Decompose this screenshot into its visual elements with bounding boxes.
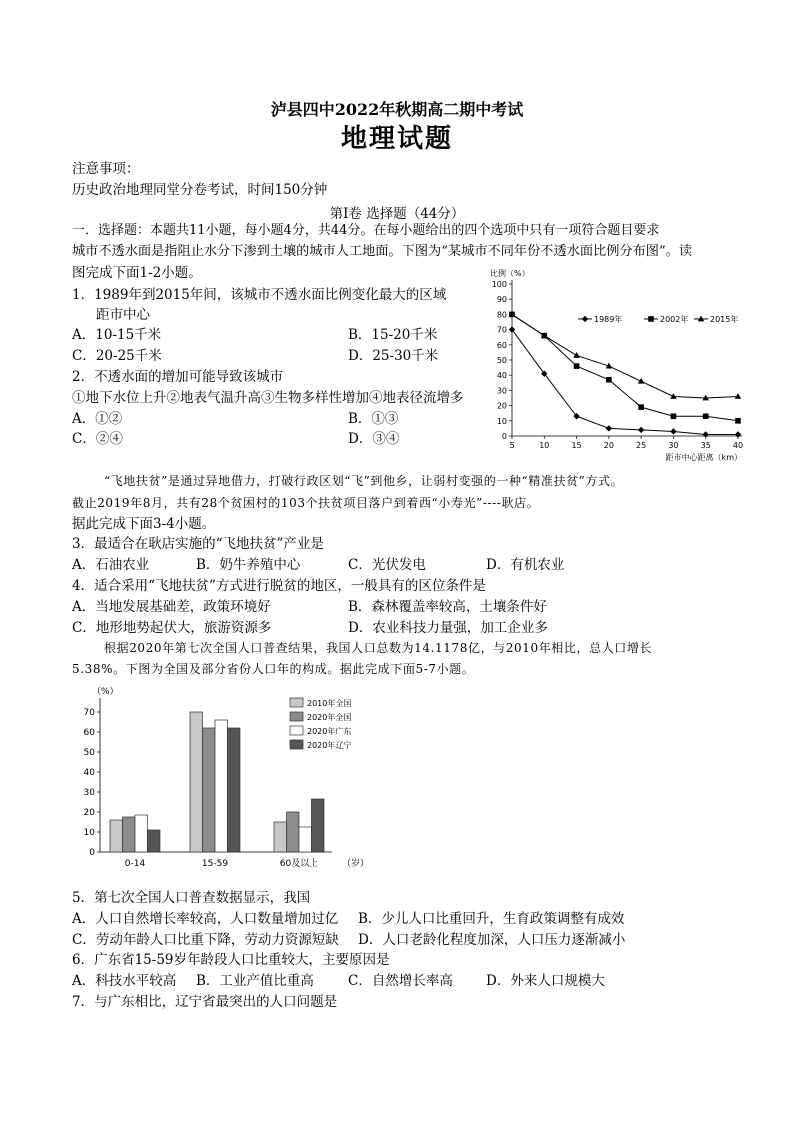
passage2-line1: “飞地扶贫”是通过异地借力，打破行政区划“飞”到他乡，让弱村变强的一种“精准扶贫”方式。 [104,474,624,488]
line-chart-xtick-label: 15 [571,441,582,450]
q3-option-c[interactable]: C．光伏发电 [348,557,426,573]
line-point [703,431,709,437]
legend-label: 1989年 [594,314,623,324]
bar-legend-swatch [290,698,303,707]
bar-chart-ytick-label: 60 [83,728,95,738]
line-series-2015年 [509,311,741,400]
q5-option-a[interactable]: A．人口自然增长率较高，人口数量增加过亿 [72,911,339,927]
q1-option-d[interactable]: D．25-30千米 [348,348,439,364]
section-heading: 第Ⅰ卷 选择题（44分） [329,206,465,222]
bar-15-59-2010年全国 [190,712,203,852]
line-point [735,418,741,424]
passage2-line3: 据此完成下面3-4小题。 [72,516,216,532]
notice-text: 历史政治地理同堂分卷考试，时间150分钟 [72,182,328,198]
line-chart-ytick-label: 20 [496,401,507,411]
line-series-2002年 [509,312,741,424]
q4-stem: 4．适合采用“飞地扶贫”方式进行脱贫的地区，一般具有的区位条件是 [72,578,486,594]
line-chart-ytick-label: 0 [501,432,507,441]
line-chart-ytick-label: 60 [496,340,507,350]
line-chart-xtick-label: 40 [732,441,744,450]
section-intro: 一．选择题：本题共11小题，每小题4分，共44分。在每小题给出的四个选项中只有一项符合题目要求 [72,223,660,238]
q2-option-a[interactable]: A．①② [72,411,123,427]
bar-legend-label: 2020年辽宁 [307,741,352,750]
bar-chart-ytick-label: 70 [83,708,95,718]
bar-60及以上-2020年全国 [287,812,300,852]
line-chart-xtick-label: 30 [668,441,679,450]
bar-chart-ytick-label: 20 [83,808,95,818]
q5-option-b[interactable]: B．少儿人口比重回升，生育政策调整有成效 [358,911,625,927]
bar-0-14-2010年全国 [110,820,123,852]
line-point [638,378,644,384]
bar-chart-ytick-label: 0 [89,848,95,858]
passage3-line1: 根据2020年第七次全国人口普查结果，我国人口总数为14.1178亿，与2010年相比，总人口增长 [104,641,653,655]
q5-option-d[interactable]: D．人口老龄化程度加深，人口压力逐渐减小 [358,932,626,948]
bar-chart-ytick-label: 30 [83,788,95,798]
line-chart-ytick-label: 100 [491,280,507,289]
line-point [735,431,741,437]
q6-stem: 6．广东省15-59岁年龄段人口比重较大，主要原因是 [72,952,390,968]
q3-option-a[interactable]: A．石油农业 [72,557,150,573]
legend-marker [648,316,654,322]
q1-option-a[interactable]: A．10-15千米 [72,327,162,343]
line-point [574,363,580,369]
bar-legend-label: 2020年广东 [307,727,352,736]
q2-option-b[interactable]: B．①③ [348,411,399,427]
q2-option-c[interactable]: C．②④ [72,431,123,447]
population-age-bar-chart [72,682,372,878]
bar-chart-ytick-label: 10 [83,828,95,838]
bar-legend-swatch [290,712,303,721]
bar-60及以上-2020年辽宁 [312,799,325,852]
line-point [606,377,612,383]
q3-option-d[interactable]: D．有机农业 [486,557,565,573]
passage1-line1: 城市不透水面是指阻止水分下渗到土壤的城市人工地面。下图为“某城市不同年份不透水面比例分布图”。读 [72,244,693,259]
bar-15-59-2020年全国 [203,728,216,852]
line-chart-xtick-label: 10 [539,441,550,450]
line-chart-xlabel: 距市中心距离（km） [665,453,742,462]
legend-marker [698,316,704,322]
exam-title: 泸县四中2022年秋期高二期中考试 [270,100,524,119]
line-chart-xtick-label: 5 [509,441,515,450]
q4-option-b[interactable]: B．森林覆盖率较高，土壤条件好 [348,599,547,615]
line-series-path [512,314,738,420]
notice-label: 注意事项： [72,161,140,177]
passage2-line2: 截止2019年8月，共有28个贫困村的103个扶贫项目落户到着西“小寿光”----耿店。 [72,496,540,510]
q4-option-d[interactable]: D．农业科技力量强，加工企业多 [348,620,548,636]
q1-option-b[interactable]: B．15-20千米 [348,327,438,343]
line-chart-ytick-label: 90 [496,295,507,305]
bar-category-label: 60及以上 [279,859,319,869]
q4-option-a[interactable]: A．当地发展基础差，政策环境好 [72,599,271,615]
q7-stem: 7．与广东相比，辽宁省最突出的人口问题是 [72,994,338,1010]
q1-option-c[interactable]: C．20-25千米 [72,348,162,364]
bar-legend-swatch [290,726,303,735]
bar-chart-ytick-label: 50 [83,748,95,758]
line-point [735,393,741,399]
line-chart-xtick-label: 35 [700,441,711,450]
q6-option-b[interactable]: B．工业产值比重高 [196,973,314,989]
q6-option-c[interactable]: C．自然增长率高 [348,973,453,989]
passage1-line2: 图完成下面1-2小题。 [72,265,202,281]
line-chart-ytick-label: 30 [496,386,507,396]
bar-0-14-2020年广东 [135,815,148,852]
q3-option-b[interactable]: B．奶牛养殖中心 [196,557,301,573]
bar-0-14-2020年全国 [123,817,136,852]
line-series-1989年 [509,326,741,437]
line-point [638,427,644,433]
legend-label: 2015年 [710,314,739,324]
bar-chart-xlabel: （岁） [342,859,370,869]
q2-items: ①地下水位上升②地表气温升高③生物多样性增加④地表径流增多 [72,390,464,406]
legend-label: 2002年 [660,314,689,324]
line-chart-ytick-label: 40 [496,371,507,381]
line-chart-xtick-label: 20 [603,441,614,450]
line-chart-ytick-label: 80 [496,310,507,320]
line-chart-ytick-label: 70 [496,325,507,335]
line-point [703,413,709,419]
line-point [670,393,676,399]
bar-legend-swatch [290,740,303,749]
q6-option-a[interactable]: A．科技水平较高 [72,973,177,989]
q1-stem-cont: 距市中心 [96,307,150,323]
line-chart-xtick-label: 25 [636,441,647,450]
bar-0-14-2020年辽宁 [148,830,161,852]
bar-category-label: 0-14 [124,859,146,869]
bar-chart-ylabel: （%） [92,687,119,697]
bar-60及以上-2010年全国 [274,822,287,852]
q5-option-c[interactable]: C．劳动年龄人口比重下降，劳动力资源短缺 [72,932,339,948]
impervious-surface-line-chart [488,266,750,464]
passage3-line2: 5.38%。下图为全国及部分省份人口年的构成。据此完成下面5-7小题。 [72,662,475,676]
q4-option-c[interactable]: C．地形地势起伏大，旅游资源多 [72,620,272,636]
bar-chart-ytick-label: 40 [83,768,95,778]
legend-marker [582,316,588,322]
line-chart-ytick-label: 50 [496,356,507,365]
line-point [671,413,677,419]
bar-60及以上-2020年广东 [299,827,312,852]
line-chart-ytick-label: 10 [496,416,507,426]
bar-legend-label: 2020年全国 [307,713,352,722]
q2-stem: 2．不透水面的增加可能导致该城市 [72,369,284,385]
line-point [638,404,644,410]
line-series-path [512,314,738,398]
line-chart-ylabel: 比例（%） [490,269,530,278]
line-point [670,428,676,434]
bar-legend-label: 2010年全国 [307,699,352,708]
line-point [606,425,612,431]
line-point [573,352,579,358]
q2-option-d[interactable]: D．③④ [348,431,400,447]
q3-stem: 3．最适合在耿店实施的“飞地扶贫”产业是 [72,536,324,552]
q5-stem: 5．第七次全国人口普查数据显示，我国 [72,890,311,906]
bar-15-59-2020年广东 [215,720,228,852]
q6-option-d[interactable]: D．外来人口规模大 [486,973,605,989]
bar-15-59-2020年辽宁 [228,728,241,852]
subject-title: 地理试题 [340,124,453,154]
bar-category-label: 15-59 [201,859,229,869]
q1-stem: 1．1989年到2015年间，该城市不透水面比例变化最大的区域 [72,287,447,303]
